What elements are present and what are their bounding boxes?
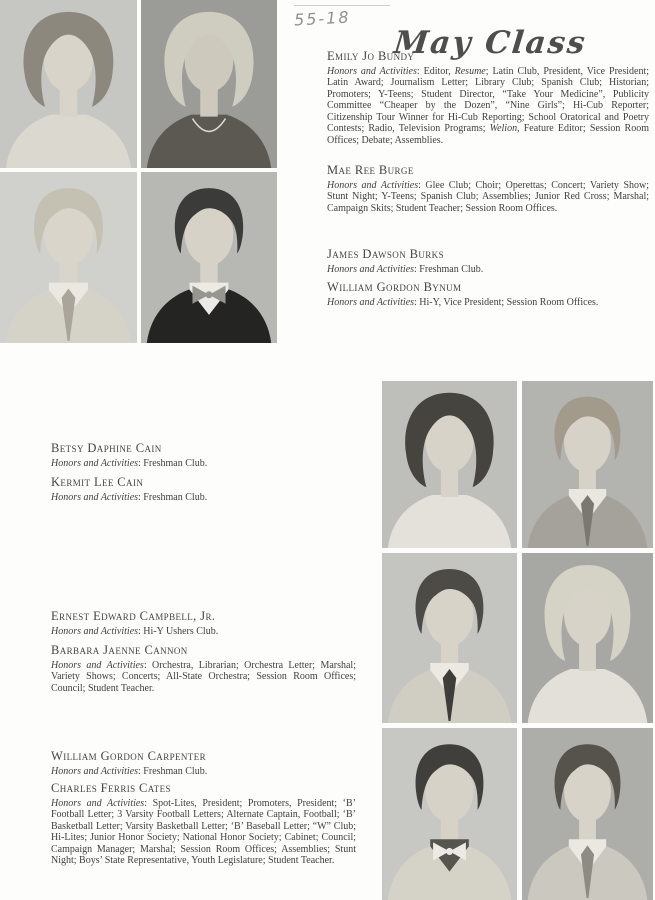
student-name: James Dawson Burks — [327, 247, 444, 261]
student-entry — [51, 610, 349, 637]
portrait-photo — [522, 553, 653, 723]
student-entry — [327, 248, 649, 275]
portrait-photo — [141, 0, 277, 168]
student-activities: Honors and Activities: Freshman Club. — [51, 765, 208, 777]
student-name: Betsy Daphine Cain — [51, 441, 162, 455]
page-title: May Class — [392, 24, 589, 61]
student-entry — [51, 750, 349, 777]
student-entry — [327, 281, 649, 308]
student-activities: Honors and Activities: Orchestra, Librarian; Orchestra Letter; Marshal; Variety Shows; Concerts; All-State Orchestra; Session Room Offices; Council; Student Teacher. — [51, 659, 356, 694]
portrait-photo — [0, 172, 137, 343]
portrait-photo — [0, 0, 137, 168]
student-entry — [327, 164, 649, 214]
portrait-photo — [382, 553, 517, 723]
pencil-line — [294, 5, 390, 6]
portrait-photo — [382, 381, 517, 548]
portrait-photo — [141, 172, 277, 343]
student-activities: Honors and Activities: Hi-Y Ushers Club. — [51, 625, 219, 637]
student-name: Charles Ferris Cates — [51, 781, 171, 795]
student-activities: Honors and Activities: Editor, Resume; Latin Club, President, Vice President; Latin Award; Journalism Letter; Library Club; Spanish Club; Historian; Promoters; Y-Teens; Student Director, “Take Your Medicine”, Publicity Committee “Cheaper by the Dozen”, “Nine Girls”; Hi-Cub Reporter; Citizenship Tour Winner for Hi-Cub Reporting; School Oratorical and Poetry Contests; Radio, Television Programs; Welion, Feature Editor; Session Room Offices; Debate; Assemblies. — [327, 65, 650, 147]
student-entry — [51, 476, 349, 503]
student-activities: Honors and Activities: Glee Club; Choir; Operettas; Concert; Variety Show; Stunt Night; Y-Teens; Spanish Club; Assemblies; Junior Red Cross; Marshal; Campaign Skits; Student Teacher; Session Room Offices. — [327, 179, 649, 214]
student-name: Mae Ree Burge — [327, 163, 414, 177]
student-entry — [51, 644, 356, 694]
student-entry — [327, 50, 649, 147]
student-name: William Gordon Carpenter — [51, 749, 207, 763]
student-activities: Honors and Activities: Freshman Club. — [51, 491, 208, 503]
student-name: Emily Jo Bundy — [327, 49, 415, 63]
student-name: William Gordon Bynum — [327, 280, 462, 294]
portrait-photo — [522, 381, 653, 548]
portrait-photo — [522, 728, 653, 900]
student-activities: Honors and Activities: Freshman Club. — [327, 263, 484, 275]
student-entry — [51, 442, 349, 469]
student-name: Ernest Edward Campbell, Jr. — [51, 609, 216, 623]
student-activities: Honors and Activities: Spot-Lites, President; Promoters, President; ‘B’ Football Letter; 3 Varsity Football Letters; Alternate Captain, Football; ‘B’ Basketball Letter; Varsity Basketball Letter; ‘B’ Baseball Letter; “W” Club; Hi-Lites; Junior Honor Society; National Honor Society; Cabinet; Council; Campaign Manager; Marshal; Session Room Offices; Assemblies; Stunt Night; Boys’ State Representative, Youth Legislature; Student Teacher. — [51, 797, 356, 867]
student-activities: Honors and Activities: Hi-Y, Vice President; Session Room Offices. — [327, 296, 599, 308]
photo-grid-top — [0, 0, 277, 343]
student-activities: Honors and Activities: Freshman Club. — [51, 457, 208, 469]
handwritten-annotation: 55-18 — [293, 7, 351, 30]
student-name: Kermit Lee Cain — [51, 475, 144, 489]
photo-grid-right — [382, 381, 653, 900]
student-name: Barbara Jaenne Cannon — [51, 643, 188, 657]
student-entry — [51, 782, 356, 867]
portrait-photo — [382, 728, 517, 900]
